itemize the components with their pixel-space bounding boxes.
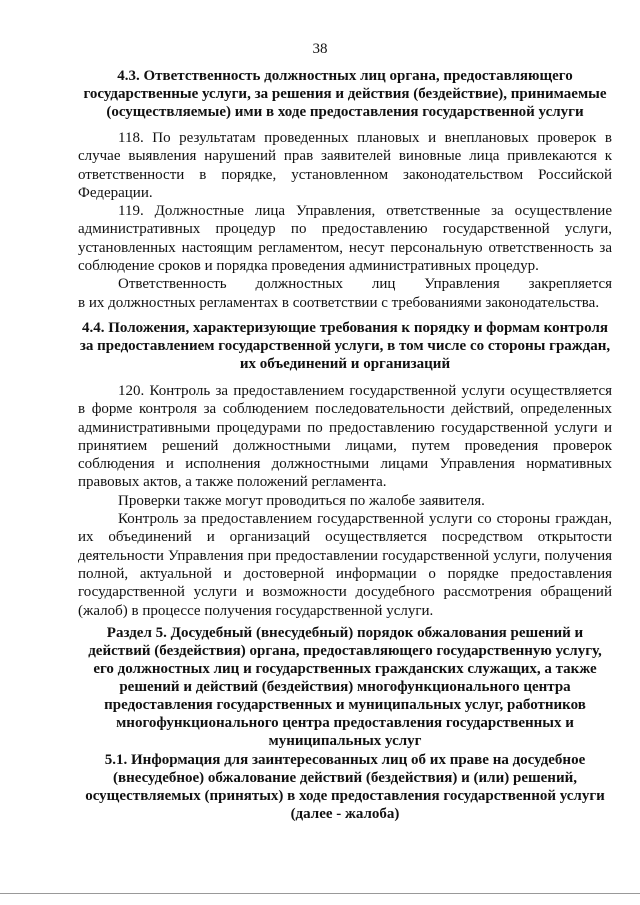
section-5-1-heading: 5.1. Информация для заинтересованных лиц об их праве на досудебное (внесудебное) обжалование действий (бездействия) и (или) решений, осуществляемых (принятых) в ходе предоставления государственной услуги (далее - жалоба) [85, 752, 605, 822]
responsibility-line-2: в их должностных регламентах в соответствии с требованиями законодательства. [78, 294, 600, 311]
paragraph-citizen-control: Контроль за предоставлением государственной услуги со стороны граждан, их объединений и организаций осуществляется посредством открытости деятельности Управления при предоставлении государственной услуги, получения полной, актуальной и достоверной информации о порядке предоставления государственной услуги и возможности досудебного рассмотрения обращений (жалоб) в процессе получения государственной услуги. [78, 511, 612, 619]
section-4-4-heading: 4.4. Положения, характеризующие требования к порядку и формам контроля за предоставлением государственной услуги, в том числе со стороны граждан, их объединений и организаций [79, 320, 611, 372]
section-5-heading: Раздел 5. Досудебный (внесудебный) порядок обжалования решений и действий (бездействия) органа, предоставляющего государственную услугу, его должностных лиц и государственных гражданских служащих, а также решений и действий (бездействия) многофункционального центра предоставления государственных и муниципальных услуг, работников многофункционального центра предоставления государственных и муниципальных услуг [88, 625, 602, 749]
responsibility-line-1: Ответственность должностных лиц Управления закрепляется [118, 276, 612, 293]
paragraph-120: 120. Контроль за предоставлением государственной услуги осуществляется в форме контроля за соблюдением последовательности действий, определенных административными процедурами по предоставлению государственной услуги и принятием решений должностными лицами, путем проведения проверок соблюдения и исполнения должностными лицами Управления нормативных правовых актов, а также положений регламента. [78, 383, 612, 491]
paragraph-checks: Проверки также могут проводиться по жалобе заявителя. [118, 492, 485, 509]
section-4-3-body [78, 129, 612, 312]
page-number: 38 [312, 41, 328, 57]
section-4-3-heading: 4.3. Ответственность должностных лиц органа, предоставляющего государственные услуги, за решения и действия (бездействие), принимаемые (осуществляемые) ими в ходе предоставления государственной услуги [83, 68, 607, 120]
bottom-divider [0, 893, 640, 894]
paragraph-118: 118. По результатам проведенных плановых и внеплановых проверок в случае выявления нарушений прав заявителей виновные лица привлекаются к ответственности в порядке, установленном законодательством Российской Федерации. [78, 130, 612, 201]
paragraph-119: 119. Должностные лица Управления, ответственные за осуществление административных процедур по предоставлению государственной услуги, установленных настоящим регламентом, несут персональную ответственность за соблюдение сроков и порядка проведения административных процедур. [78, 203, 612, 275]
section-4-4-body [78, 382, 612, 620]
